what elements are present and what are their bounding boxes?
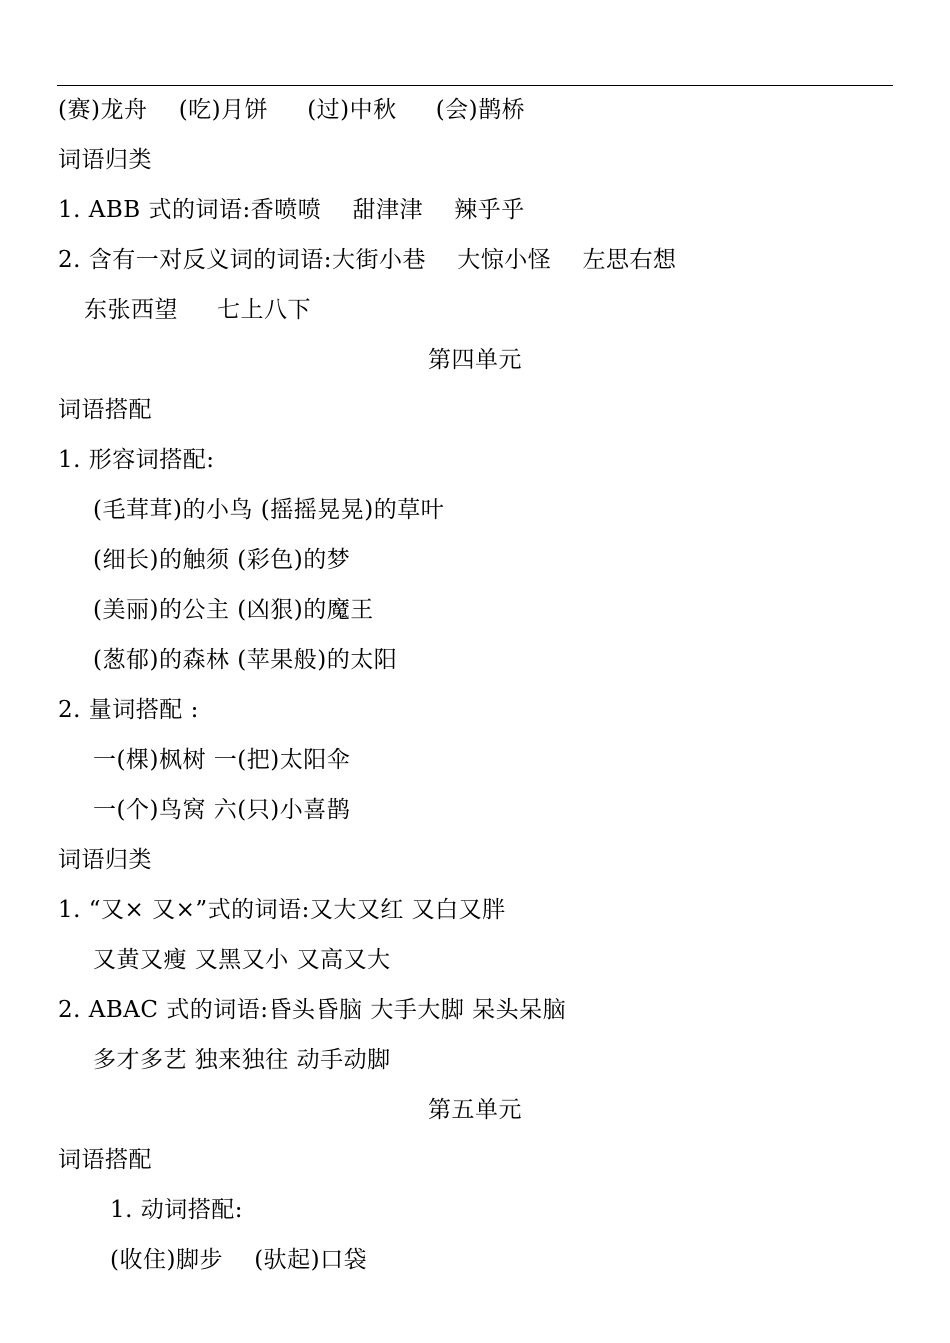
unit-title-four: 第四单元: [428, 347, 522, 373]
text-line-abac-words-continued: 多才多艺 独来独往 动手动脚: [93, 1047, 391, 1073]
top-rule: [57, 85, 893, 86]
text-line-verb-pair: (收住)脚步 (驮起)口袋: [110, 1247, 368, 1273]
list-item-abb-words: 1. ABB 式的词语:香喷喷 甜津津 辣乎乎: [58, 197, 525, 223]
section-heading-word-collocation: 词语搭配: [58, 397, 152, 423]
text-line-festival-verbs: (赛)龙舟 (吃)月饼 (过)中秋 (会)鹊桥: [58, 97, 526, 123]
text-line-adjective-pair: (美丽)的公主 (凶狠)的魔王: [93, 597, 374, 623]
unit-title-five: 第五单元: [428, 1097, 522, 1123]
section-heading-word-classification: 词语归类: [58, 147, 152, 173]
list-item-antonym-words: 2. 含有一对反义词的词语:大街小巷 大惊小怪 左思右想: [58, 247, 677, 273]
text-line-measure-word-pair: 一(个)鸟窝 六(只)小喜鹊: [93, 797, 351, 823]
list-item-measure-word-collocation: 2. 量词搭配 :: [58, 697, 199, 723]
list-item-verb-collocation: 1. 动词搭配:: [110, 1197, 244, 1223]
text-line-you-you-words-continued: 又黄又瘦 又黑又小 又高又大: [93, 947, 391, 973]
section-heading-word-classification: 词语归类: [58, 847, 152, 873]
list-item-antonym-words-continued: 东张西望 七上八下: [84, 297, 312, 323]
text-line-adjective-pair: (葱郁)的森林 (苹果般)的太阳: [93, 647, 398, 673]
list-item-you-you-words: 1. “又× 又×”式的词语:又大又红 又白又胖: [58, 897, 506, 923]
text-line-adjective-pair: (细长)的触须 (彩色)的梦: [93, 547, 351, 573]
text-line-measure-word-pair: 一(棵)枫树 一(把)太阳伞: [93, 747, 351, 773]
list-item-abac-words: 2. ABAC 式的词语:昏头昏脑 大手大脚 呆头呆脑: [58, 997, 567, 1023]
list-item-adjective-collocation: 1. 形容词搭配:: [58, 447, 215, 473]
text-line-adjective-pair: (毛茸茸)的小鸟 (摇摇晃晃)的草叶: [93, 497, 445, 523]
section-heading-word-collocation: 词语搭配: [58, 1147, 152, 1173]
